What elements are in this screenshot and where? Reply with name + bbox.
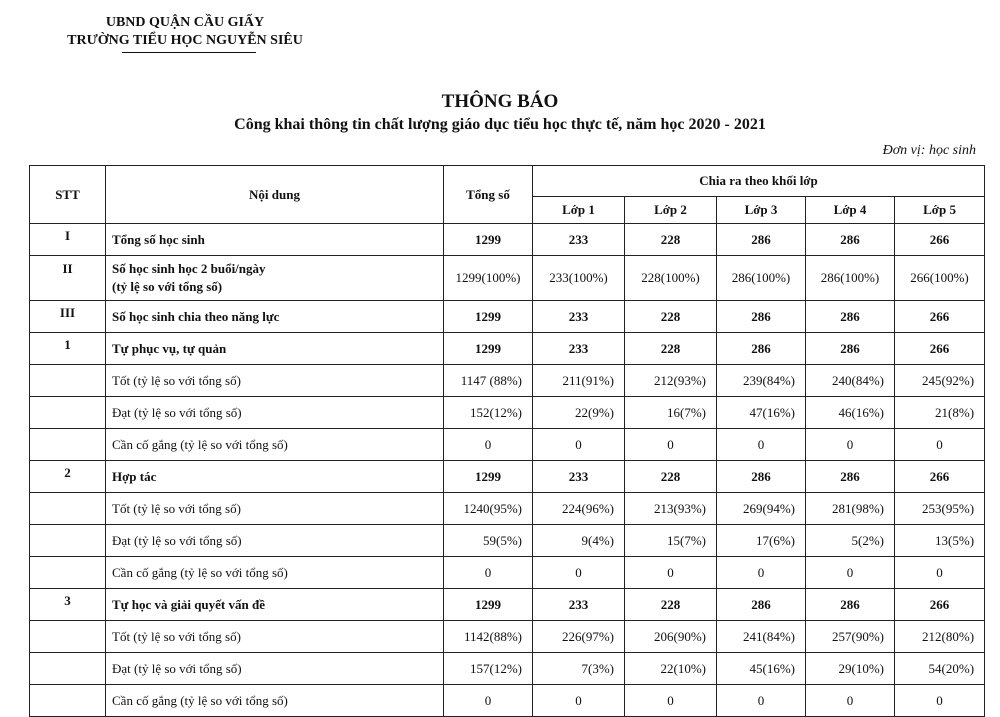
row-stt — [30, 653, 106, 685]
row-grade-3: 241(84%) — [717, 621, 806, 653]
row-grade-2: 16(7%) — [625, 397, 717, 429]
table-row — [30, 333, 985, 365]
row-grade-3: 286 — [717, 301, 806, 333]
table-row — [30, 525, 985, 557]
row-total: 1299(100%) — [444, 256, 533, 301]
row-grade-5: 0 — [895, 685, 985, 717]
table-row — [30, 365, 985, 397]
row-label: Cần cố gắng (tỷ lệ so với tổng số) — [106, 429, 444, 461]
row-label: Tốt (tỷ lệ so với tổng số) — [106, 493, 444, 525]
row-grade-3: 47(16%) — [717, 397, 806, 429]
header-total: Tổng số — [444, 166, 533, 224]
page-subtitle: Công khai thông tin chất lượng giáo dục tiểu học thực tế, năm học 2020 - 2021 — [234, 116, 766, 133]
row-grade-2: 228(100%) — [625, 256, 717, 301]
table-row — [30, 621, 985, 653]
row-total: 1299 — [444, 224, 533, 256]
row-total: 1299 — [444, 589, 533, 621]
row-grade-5: 245(92%) — [895, 365, 985, 397]
row-stt — [30, 429, 106, 461]
row-stt: 3 — [30, 589, 106, 621]
row-grade-5: 266 — [895, 301, 985, 333]
row-grade-2: 228 — [625, 333, 717, 365]
row-grade-3: 17(6%) — [717, 525, 806, 557]
row-grade-2: 228 — [625, 461, 717, 493]
table-row — [30, 461, 985, 493]
row-label: Đạt (tỷ lệ so với tổng số) — [106, 525, 444, 557]
row-label: Tốt (tỷ lệ so với tổng số) — [106, 365, 444, 397]
row-stt: II — [30, 256, 106, 301]
row-grade-5: 266(100%) — [895, 256, 985, 301]
row-grade-4: 286 — [806, 461, 895, 493]
org-line-1: UBND QUẬN CẦU GIẤY — [105, 15, 265, 30]
row-grade-2: 206(90%) — [625, 621, 717, 653]
row-total: 59(5%) — [444, 525, 533, 557]
row-grade-4: 286 — [806, 589, 895, 621]
row-grade-1: 233 — [533, 589, 625, 621]
row-total: 1147 (88%) — [444, 365, 533, 397]
row-grade-1: 224(96%) — [533, 493, 625, 525]
row-label-line2: (tỷ lệ so với tổng số) — [112, 279, 223, 294]
row-label: Hợp tác — [106, 461, 444, 493]
row-grade-2: 0 — [625, 557, 717, 589]
row-total: 0 — [444, 429, 533, 461]
row-grade-1: 226(97%) — [533, 621, 625, 653]
row-total: 1142(88%) — [444, 621, 533, 653]
row-stt: 2 — [30, 461, 106, 493]
row-label: Tự học và giải quyết vấn đề — [106, 589, 444, 621]
table-row — [30, 557, 985, 589]
row-grade-4: 5(2%) — [806, 525, 895, 557]
row-grade-2: 228 — [625, 589, 717, 621]
row-grade-3: 286 — [717, 589, 806, 621]
row-grade-2: 213(93%) — [625, 493, 717, 525]
row-grade-3: 286 — [717, 333, 806, 365]
row-grade-5: 266 — [895, 461, 985, 493]
row-grade-3: 0 — [717, 557, 806, 589]
row-total: 0 — [444, 685, 533, 717]
header-grade-3: Lớp 3 — [717, 197, 806, 224]
row-grade-3: 0 — [717, 685, 806, 717]
row-grade-5: 266 — [895, 589, 985, 621]
row-grade-3: 239(84%) — [717, 365, 806, 397]
row-grade-2: 0 — [625, 685, 717, 717]
row-grade-1: 7(3%) — [533, 653, 625, 685]
row-grade-5: 266 — [895, 333, 985, 365]
row-label: Tự phục vụ, tự quản — [106, 333, 444, 365]
row-grade-3: 0 — [717, 429, 806, 461]
header-grade-group: Chia ra theo khối lớp — [533, 166, 985, 197]
row-label: Số học sinh chia theo năng lực — [106, 301, 444, 333]
row-grade-3: 286 — [717, 461, 806, 493]
row-label — [106, 256, 444, 301]
row-total: 1299 — [444, 461, 533, 493]
row-grade-1: 22(9%) — [533, 397, 625, 429]
row-grade-4: 286(100%) — [806, 256, 895, 301]
row-label: Tổng số học sinh — [106, 224, 444, 256]
row-stt: I — [30, 224, 106, 256]
header-stt: STT — [30, 166, 106, 224]
unit-label: Đơn vị: học sinh — [882, 143, 976, 158]
row-grade-2: 228 — [625, 224, 717, 256]
row-total: 1299 — [444, 333, 533, 365]
row-stt — [30, 685, 106, 717]
quality-table — [29, 165, 985, 717]
row-grade-2: 15(7%) — [625, 525, 717, 557]
row-label: Đạt (tỷ lệ so với tổng số) — [106, 653, 444, 685]
row-label: Cần cố gắng (tỷ lệ so với tổng số) — [106, 685, 444, 717]
row-grade-1: 0 — [533, 557, 625, 589]
row-total: 1240(95%) — [444, 493, 533, 525]
row-grade-2: 228 — [625, 301, 717, 333]
row-label: Tốt (tỷ lệ so với tổng số) — [106, 621, 444, 653]
row-stt — [30, 493, 106, 525]
row-grade-2: 22(10%) — [625, 653, 717, 685]
row-grade-1: 233 — [533, 224, 625, 256]
row-grade-3: 45(16%) — [717, 653, 806, 685]
table-row — [30, 301, 985, 333]
row-label: Đạt (tỷ lệ so với tổng số) — [106, 397, 444, 429]
row-grade-3: 286(100%) — [717, 256, 806, 301]
row-stt — [30, 557, 106, 589]
row-grade-3: 286 — [717, 224, 806, 256]
row-grade-1: 0 — [533, 685, 625, 717]
row-grade-4: 286 — [806, 301, 895, 333]
header-content: Nội dung — [106, 166, 444, 224]
row-total: 1299 — [444, 301, 533, 333]
row-grade-2: 212(93%) — [625, 365, 717, 397]
row-grade-5: 0 — [895, 557, 985, 589]
page-title: THÔNG BÁO — [441, 91, 559, 112]
row-total: 157(12%) — [444, 653, 533, 685]
row-grade-4: 0 — [806, 557, 895, 589]
table-row — [30, 589, 985, 621]
row-total: 152(12%) — [444, 397, 533, 429]
row-grade-5: 13(5%) — [895, 525, 985, 557]
row-stt: 1 — [30, 333, 106, 365]
row-grade-4: 281(98%) — [806, 493, 895, 525]
row-stt: III — [30, 301, 106, 333]
row-grade-2: 0 — [625, 429, 717, 461]
header-grade-2: Lớp 2 — [625, 197, 717, 224]
row-grade-5: 0 — [895, 429, 985, 461]
row-grade-5: 212(80%) — [895, 621, 985, 653]
row-grade-4: 257(90%) — [806, 621, 895, 653]
table-row — [30, 256, 985, 301]
header-grade-1: Lớp 1 — [533, 197, 625, 224]
row-stt — [30, 525, 106, 557]
table-row — [30, 653, 985, 685]
table-row — [30, 685, 985, 717]
row-grade-1: 9(4%) — [533, 525, 625, 557]
row-grade-1: 0 — [533, 429, 625, 461]
row-stt — [30, 365, 106, 397]
table-row — [30, 224, 985, 256]
table-body — [30, 224, 985, 717]
row-grade-1: 233 — [533, 333, 625, 365]
row-grade-4: 0 — [806, 685, 895, 717]
row-grade-1: 233 — [533, 461, 625, 493]
row-stt — [30, 397, 106, 429]
row-grade-5: 253(95%) — [895, 493, 985, 525]
row-grade-1: 233 — [533, 301, 625, 333]
header-grade-5: Lớp 5 — [895, 197, 985, 224]
row-grade-1: 211(91%) — [533, 365, 625, 397]
header-grade-4: Lớp 4 — [806, 197, 895, 224]
table-row — [30, 429, 985, 461]
row-grade-4: 286 — [806, 333, 895, 365]
row-label: Cần cố gắng (tỷ lệ so với tổng số) — [106, 557, 444, 589]
row-grade-5: 54(20%) — [895, 653, 985, 685]
row-grade-4: 46(16%) — [806, 397, 895, 429]
row-grade-1: 233(100%) — [533, 256, 625, 301]
row-total: 0 — [444, 557, 533, 589]
row-grade-4: 29(10%) — [806, 653, 895, 685]
row-grade-5: 266 — [895, 224, 985, 256]
table-row — [30, 493, 985, 525]
row-grade-4: 0 — [806, 429, 895, 461]
row-grade-4: 240(84%) — [806, 365, 895, 397]
row-grade-5: 21(8%) — [895, 397, 985, 429]
org-line-2: TRƯỜNG TIỂU HỌC NGUYỄN SIÊU — [67, 33, 303, 48]
row-grade-4: 286 — [806, 224, 895, 256]
header-underline — [122, 52, 256, 53]
row-label-line1: Số học sinh học 2 buổi/ngày — [112, 261, 266, 276]
row-stt — [30, 621, 106, 653]
table-row — [30, 397, 985, 429]
row-grade-3: 269(94%) — [717, 493, 806, 525]
